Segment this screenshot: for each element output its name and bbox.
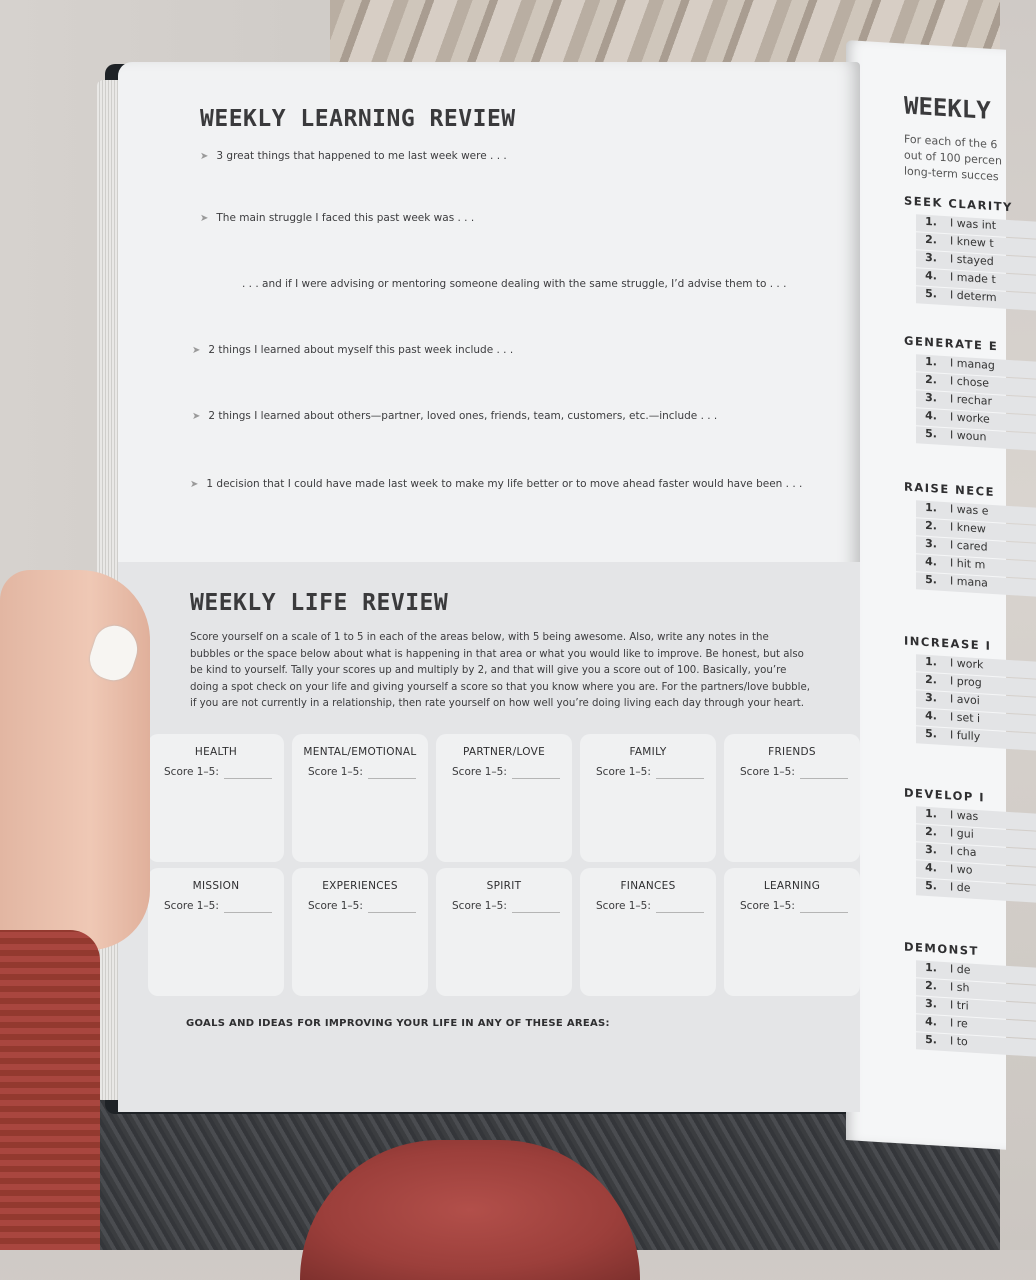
right-section-title: RAISE NECE — [904, 479, 995, 500]
score-label: Score 1–5: — [452, 900, 507, 912]
item-text: I avoi — [950, 692, 980, 708]
item-number: 1. — [925, 500, 937, 515]
left-page — [118, 62, 860, 1112]
item-number: 2. — [925, 672, 937, 687]
item-text: I knew — [950, 520, 986, 536]
area-cell-mission[interactable] — [148, 868, 284, 996]
item-text: I chose — [950, 374, 989, 390]
area-label: FRIENDS — [768, 746, 816, 758]
score-label: Score 1–5: — [596, 900, 651, 912]
item-text: I wo — [950, 862, 973, 877]
item-number: 3. — [925, 536, 937, 551]
arrow-icon: ➤ — [200, 151, 209, 162]
prompt-advice: . . . and if I were advising or mentoring someone dealing with the same struggle, I’d advise them to . . . — [242, 278, 787, 290]
arrow-icon: ➤ — [190, 479, 199, 490]
item-number: 5. — [925, 1032, 937, 1047]
prompt-decision: ➤ 1 decision that I could have made last week to make my life better or to move ahead faster would have been . . . — [190, 478, 803, 490]
prompt-great-things: ➤ 3 great things that happened to me last week were . . . — [200, 150, 507, 162]
item-number: 1. — [925, 214, 937, 229]
item-number: 5. — [925, 878, 937, 893]
item-text: I manag — [950, 356, 995, 373]
area-label: HEALTH — [194, 746, 238, 758]
item-text: I prog — [950, 674, 982, 690]
area-cell-family[interactable] — [580, 734, 716, 862]
score-input-line[interactable] — [656, 912, 704, 913]
item-text: I set i — [950, 710, 981, 726]
item-number: 1. — [925, 960, 937, 975]
item-number: 2. — [925, 518, 937, 533]
score-input-line[interactable] — [512, 778, 560, 779]
score-input-line[interactable] — [368, 912, 416, 913]
item-text: I rechar — [950, 392, 993, 408]
area-cell-partner-love[interactable] — [436, 734, 572, 862]
item-text: I work — [950, 656, 984, 672]
item-number: 1. — [925, 654, 937, 669]
area-label: EXPERIENCES — [322, 880, 398, 892]
item-number: 3. — [925, 250, 937, 265]
right-section-list — [916, 960, 1036, 1057]
score-input-line[interactable] — [656, 778, 704, 779]
item-text: I determ — [950, 288, 997, 305]
item-number: 5. — [925, 726, 937, 741]
score-input-line[interactable] — [800, 778, 848, 779]
item-text: I de — [950, 880, 971, 895]
item-number: 4. — [925, 554, 937, 569]
item-number: 3. — [925, 690, 937, 705]
score-label: Score 1–5: — [308, 900, 363, 912]
item-text: I de — [950, 962, 971, 977]
item-text: I re — [950, 1016, 968, 1031]
item-number: 1. — [925, 806, 937, 821]
item-number: 4. — [925, 268, 937, 283]
item-number: 2. — [925, 978, 937, 993]
goals-label: GOALS AND IDEAS FOR IMPROVING YOUR LIFE IN ANY OF THESE AREAS: — [186, 1018, 610, 1029]
item-number: 4. — [925, 408, 937, 423]
area-label: SPIRIT — [486, 880, 522, 892]
score-input-line[interactable] — [512, 912, 560, 913]
score-label: Score 1–5: — [164, 900, 219, 912]
item-number: 3. — [925, 996, 937, 1011]
prompt-learned-others: ➤ 2 things I learned about others—partner, loved ones, friends, team, customers, etc.—include . . . — [192, 410, 718, 422]
learning-review-title: WEEKLY LEARNING REVIEW — [200, 106, 516, 132]
item-text: I fully — [950, 728, 981, 744]
score-label: Score 1–5: — [740, 900, 795, 912]
right-section-list — [916, 500, 1036, 597]
right-page-title: WEEKLY — [904, 91, 991, 125]
sweater-sleeve — [0, 930, 100, 1250]
prompt-learned-self: ➤ 2 things I learned about myself this past week include . . . — [192, 344, 514, 356]
score-label: Score 1–5: — [596, 766, 651, 778]
area-label: PARTNER/LOVE — [462, 746, 546, 758]
area-cell-friends[interactable] — [724, 734, 860, 862]
right-section-list — [916, 654, 1036, 751]
item-number: 5. — [925, 426, 937, 441]
item-text: I hit m — [950, 556, 986, 572]
item-number: 3. — [925, 842, 937, 857]
item-text: I was — [950, 808, 979, 824]
score-input-line[interactable] — [224, 778, 272, 779]
prompt-main-struggle: ➤ The main struggle I faced this past week was . . . — [200, 212, 475, 224]
right-section-list — [916, 214, 1036, 311]
score-input-line[interactable] — [800, 912, 848, 913]
item-text: I woun — [950, 428, 987, 444]
score-input-line[interactable] — [224, 912, 272, 913]
item-text: I gui — [950, 826, 974, 841]
item-text: I worke — [950, 410, 990, 426]
right-section-title: INCREASE I — [904, 633, 992, 653]
item-number: 5. — [925, 572, 937, 587]
right-section-title: DEMONST — [904, 939, 979, 959]
item-number: 2. — [925, 372, 937, 387]
area-label: MENTAL/EMOTIONAL — [303, 746, 417, 758]
item-text: I stayed — [950, 252, 994, 269]
arrow-icon: ➤ — [192, 411, 201, 422]
item-number: 5. — [925, 286, 937, 301]
area-label: FAMILY — [629, 746, 667, 758]
item-text: I to — [950, 1034, 968, 1049]
arrow-icon: ➤ — [200, 213, 209, 224]
right-section-list — [916, 806, 1036, 903]
area-cell-mental-emotional[interactable] — [292, 734, 428, 862]
right-page-intro: For each of the 6 out of 100 percen long-term succes — [904, 132, 1002, 184]
right-page — [846, 40, 1013, 1150]
score-label: Score 1–5: — [308, 766, 363, 778]
score-label: Score 1–5: — [452, 766, 507, 778]
item-text: I made t — [950, 270, 996, 287]
area-cell-finances[interactable] — [580, 868, 716, 996]
life-review-title: WEEKLY LIFE REVIEW — [190, 590, 449, 616]
right-section-list — [916, 354, 1036, 451]
item-text: I cared — [950, 538, 988, 554]
item-number: 2. — [925, 824, 937, 839]
item-text: I mana — [950, 574, 988, 590]
arrow-icon: ➤ — [192, 345, 201, 356]
item-number: 2. — [925, 232, 937, 247]
right-section-title: GENERATE E — [904, 333, 999, 354]
life-review-description: Score yourself on a scale of 1 to 5 in each of the areas below, with 5 being awesome. Also, write any notes in the bubbles or the space below about what is happening in that area or what you would like to improve. Be honest, but also be kind to yourself. Tally your scores up and multiply by 2, and that will give you a score out of 100. Basically, you’re doing a spot check on your life and giving yourself a score so that you know where you are. For the partners/love bubble, if you are not currently in a relationship, then rate yourself on how well you’re doing living each day through your heart. — [190, 632, 810, 710]
item-number: 3. — [925, 390, 937, 405]
area-cell-health[interactable] — [148, 734, 284, 862]
hand — [0, 570, 150, 950]
score-label: Score 1–5: — [740, 766, 795, 778]
area-cell-spirit[interactable] — [436, 868, 572, 996]
item-number: 4. — [925, 708, 937, 723]
item-number: 1. — [925, 354, 937, 369]
item-text: I sh — [950, 980, 970, 995]
area-cell-experiences[interactable] — [292, 868, 428, 996]
area-cell-learning[interactable] — [724, 868, 860, 996]
item-text: I knew t — [950, 234, 994, 251]
item-text: I was e — [950, 502, 989, 518]
item-text: I tri — [950, 998, 969, 1013]
area-label: LEARNING — [763, 880, 821, 892]
right-section-title: SEEK CLARITY — [904, 193, 1013, 215]
item-number: 4. — [925, 1014, 937, 1029]
score-label: Score 1–5: — [164, 766, 219, 778]
score-input-line[interactable] — [368, 778, 416, 779]
area-label: MISSION — [192, 880, 240, 892]
item-number: 4. — [925, 860, 937, 875]
item-text: I was int — [950, 216, 997, 233]
item-text: I cha — [950, 844, 977, 859]
area-label: FINANCES — [620, 880, 676, 892]
right-section-title: DEVELOP I — [904, 785, 986, 805]
